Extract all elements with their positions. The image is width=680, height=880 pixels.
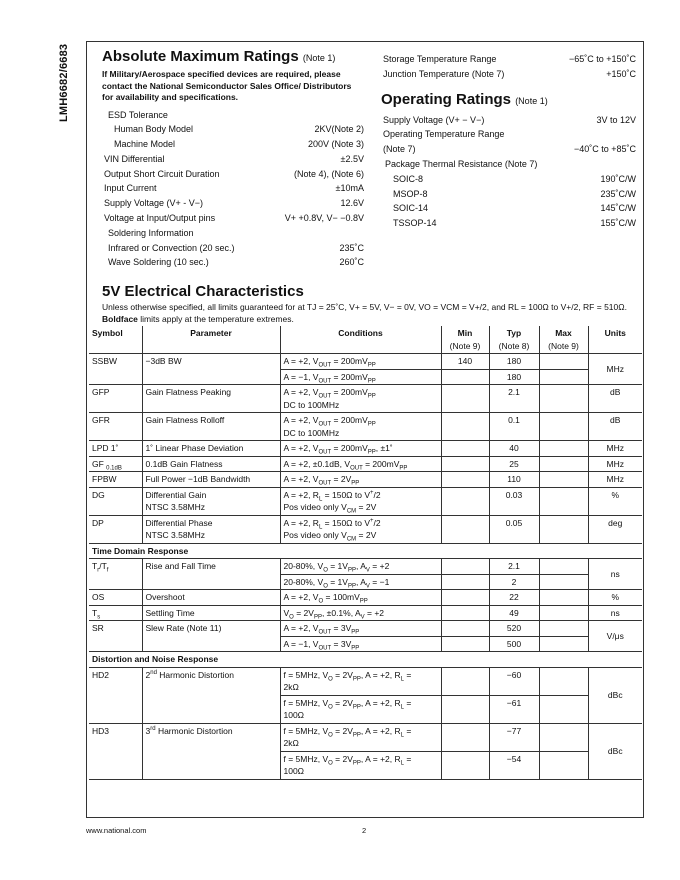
table-row: A = −1, $V_{OUT} = 200mV_{PP}$ 180 bbox=[89, 369, 642, 385]
op-temp-1: Operating Temperature Range bbox=[383, 129, 505, 140]
rating-row: Input Current ±10mA bbox=[104, 183, 364, 194]
table-row: DP Differential Phase NTSC 3.58MHz A = +2, $R_L = 150\Omega$ to V+/2 Pos video only $V_{CM} = 2V$ 0.05 deg bbox=[89, 515, 642, 543]
table-row: HD3 3rd Harmonic Distortion f = 5MHz, $V_O = 2V_{PP}$, A = +2, $R_L$ = 2kΩ −77 dBc bbox=[89, 723, 642, 751]
rating-row: Infrared or Convection (20 sec.) 235˚C bbox=[108, 242, 364, 253]
table-row: $T_s$ Settling Time $V_O = 2V_{PP}$, ±0.1%, $A_V = +2$ 49 ns bbox=[89, 605, 642, 621]
abs-title: Absolute Maximum Ratings (Note 1) bbox=[102, 48, 336, 65]
rating-row: ESD Tolerance bbox=[108, 109, 168, 120]
op-supply: Supply Voltage (V+ − V−) 3V to 12V bbox=[383, 114, 636, 125]
rating-row: Junction Temperature (Note 7) +150˚C bbox=[383, 68, 636, 79]
table-row: A = −1, $V_{OUT} = 3V_{PP}$ 500 bbox=[89, 636, 642, 652]
elec-intro: Unless otherwise specified, all limits guaranteed for at TJ = 25˚C, V+ = 5V, V− = 0V, VO = VCM = V+/2, and RL = 100Ω to V+/2, RF = 510Ω. Boldface limits apply at the temperature extremes. bbox=[102, 302, 627, 324]
electrical-characteristics bbox=[102, 283, 642, 325]
table-row: f = 5MHz, $V_O = 2V_{PP}$, A = +2, $R_L$ = 100Ω −54 bbox=[89, 751, 642, 779]
footer-url[interactable]: www.national.com bbox=[86, 826, 147, 835]
table-row: GFR Gain Flatness Rolloff A = +2, $V_{OUT} = 200mV_{PP}$ DC to 100MHz 0.1 dB bbox=[89, 413, 642, 441]
table-row: SR Slew Rate (Note 11) A = +2, $V_{OUT} = 3V_{PP}$ 520 V/μs bbox=[89, 621, 642, 637]
table-row: GFP Gain Flatness Peaking A = +2, $V_{OUT} = 200mV_{PP}$ DC to 100MHz 2.1 dB bbox=[89, 385, 642, 413]
rating-row: Storage Temperature Range −65˚C to +150˚C bbox=[383, 54, 636, 64]
operating-title: Operating Ratings (Note 1) bbox=[381, 90, 548, 108]
rating-row: Supply Voltage (V+ - V−) 12.6V bbox=[104, 198, 364, 209]
table-row: $T_r/T_f$ Rise and Fall Time 20-80%, $V_O = 1V_{PP}$, $A_V = +2$ 2.1 ns bbox=[89, 559, 642, 575]
section-time-domain: Time Domain Response bbox=[89, 543, 642, 559]
table-row: SSBW −3dB BW A = +2, $V_{OUT} = 200mV_{PP}$ 140 180 MHz bbox=[89, 354, 642, 370]
rating-row: Machine Model 200V (Note 3) bbox=[114, 139, 364, 150]
op-pkg-title: Package Thermal Resistance (Note 7) bbox=[385, 158, 538, 169]
spec-table: Symbol Parameter Conditions Min (Note 9) Typ (Note 8) Max (Note 9) Units SSBW −3dB BW A = +2, $V_{OUT} = 200mV_{PP}$ 140 180 MHz A = −1, $V_{OUT} = 200mV_{PP}$ 180 GFP Gain Flatness Peaking A = +2, $V_{OUT} = 200mV_{PP}$ DC to 100MHz 2.1 dB GFR Gain Flatness Rolloff A = +2, $V_{OUT} = 200mV_{PP}$ DC to 100MHz 0.1 dB LPD 1˚ 1˚ Linear Phase Deviation A = +2, $V_{OUT} = 200mV_{PP}$, ±1˚ 40 MHz GF $_{0.1dB}$ 0.1dB Gain Flatness A = +2, ±0.1dB, $V_{OUT} = 200mV_{PP}$ 25 MHz FPBW Full Power −1dB Bandwidth A = +2, $V_{OUT} = 2V_{PP}$ 110 MHz DG Differential Gain NTSC 3.58MHz A = +2, $R_L = 150\Omega$ to V+/2 Pos video only $V_{CM} = 2V$ 0.03 % DP Differential Phase NTSC 3.58MHz A = +2, $R_L = 150\Omega$ to V+/2 Pos video only $V_{CM} = 2V$ 0.05 deg Time Domain Response $T_r/T_f$ Rise and Fall Time 20-80%, $V_O = 1V_{PP}$, $A_V = +2$ 2.1 ns 20-80%, $V_O = 1V_{PP}$, $A_V = -1$ 2 OS Overshoot A = +2, $V_O = 100mV_{PP}$ 22 % $T_s$ Settling Time $V_O = 2V_{PP}$, ±0.1%, $A_V = +2$ 49 ns SR Slew Rate (Note 11) A = +2, $V_{OUT} = 3V_{PP}$ 520 V/μs A = −1, $V_{OUT} = 3V_{PP}$ 500 Distortion and Noise Response HD2 2nd Harmonic Distortion f = 5MHz, $V_O = 2V_{PP}$, A = +2, $R_L$ = 2kΩ −60 dBc f = 5MHz, $V_O = 2V_{PP}$, A = +2, $R_L$ = 100Ω −61 HD3 3rd Harmonic Distortion f = 5MHz, $V_O = 2V_{PP}$, A = +2, $R_L$ = 2kΩ −77 dBc f = 5MHz, $V_O = 2V_{PP}$, A = +2, $R_L$ = 100Ω −54 bbox=[89, 326, 642, 780]
table-row: 20-80%, $V_O = 1V_{PP}$, $A_V = -1$ 2 bbox=[89, 574, 642, 590]
military-warning: If Military/Aerospace specified devices are required, please contact the National Semiconductor Sales Office/ Distributors for availability and specifications. bbox=[102, 69, 352, 102]
storage-operating bbox=[383, 52, 636, 231]
rating-row: Wave Soldering (10 sec.) 260˚C bbox=[108, 257, 364, 268]
table-row: DG Differential Gain NTSC 3.58MHz A = +2, $R_L = 150\Omega$ to V+/2 Pos video only $V_{CM} = 2V$ 0.03 % bbox=[89, 487, 642, 515]
table-row: FPBW Full Power −1dB Bandwidth A = +2, $V_{OUT} = 2V_{PP}$ 110 MHz bbox=[89, 472, 642, 488]
table-row: OS Overshoot A = +2, $V_O = 100mV_{PP}$ 22 % bbox=[89, 590, 642, 606]
section-distortion: Distortion and Noise Response bbox=[89, 652, 642, 668]
table-row: LPD 1˚ 1˚ Linear Phase Deviation A = +2, $V_{OUT} = 200mV_{PP}$, ±1˚ 40 MHz bbox=[89, 441, 642, 457]
rating-row: Soldering Information bbox=[108, 227, 194, 238]
package-row: SOIC-8 190˚C/W bbox=[393, 173, 636, 184]
table-row: f = 5MHz, $V_O = 2V_{PP}$, A = +2, $R_L$ = 100Ω −61 bbox=[89, 695, 642, 723]
table-row: HD2 2nd Harmonic Distortion f = 5MHz, $V_O = 2V_{PP}$, A = +2, $R_L$ = 2kΩ −60 dBc bbox=[89, 667, 642, 695]
absolute-max-ratings bbox=[102, 48, 364, 270]
side-label: LMH6682/6683 bbox=[58, 43, 70, 122]
elec-title: 5V Electrical Characteristics bbox=[102, 283, 304, 300]
package-row: TSSOP-14 155˚C/W bbox=[393, 218, 636, 229]
op-temp-2: (Note 7) −40˚C to +85˚C bbox=[383, 144, 636, 155]
page-number: 2 bbox=[362, 826, 367, 835]
rating-row: Human Body Model 2KV(Note 2) bbox=[114, 124, 364, 135]
rating-row: VIN Differential ±2.5V bbox=[104, 153, 364, 164]
rating-row: Voltage at Input/Output pins V+ +0.8V, V− −0.8V bbox=[104, 213, 364, 224]
table-row: GF $_{0.1dB}$ 0.1dB Gain Flatness A = +2, ±0.1dB, $V_{OUT} = 200mV_{PP}$ 25 MHz bbox=[89, 456, 642, 472]
package-row: MSOP-8 235˚C/W bbox=[393, 188, 636, 199]
rating-row: Output Short Circuit Duration (Note 4), (Note 6) bbox=[104, 168, 364, 179]
package-row: SOIC-14 145˚C/W bbox=[393, 203, 636, 214]
